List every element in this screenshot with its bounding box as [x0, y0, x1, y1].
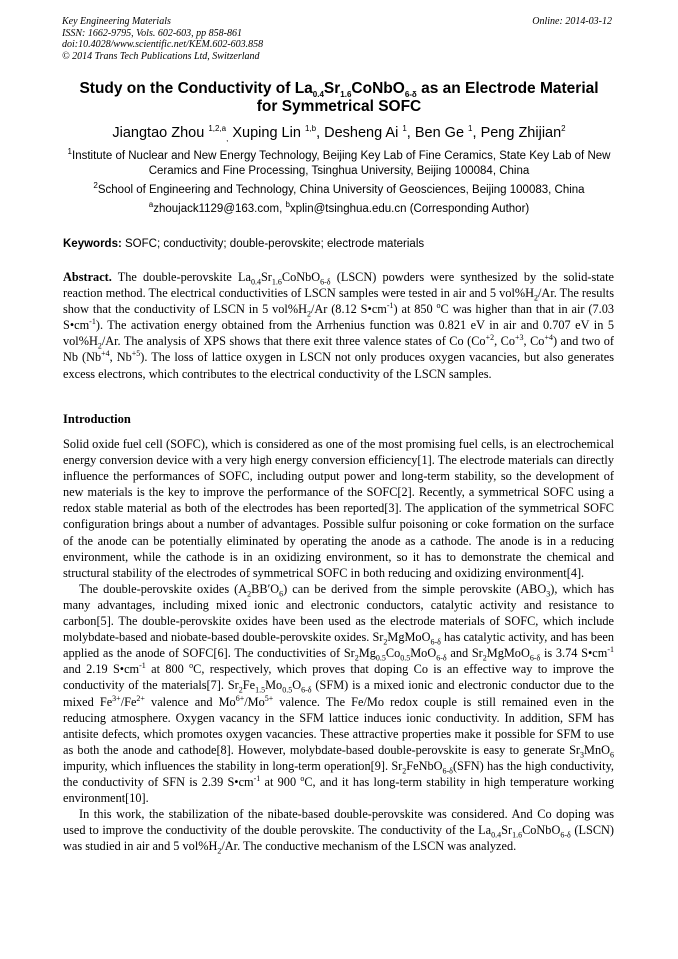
introduction-heading: Introduction [63, 412, 131, 426]
abstract-label: Abstract. [63, 270, 112, 284]
keywords-label: Keywords: [63, 238, 122, 250]
online-date: Online: 2014-03-12 [532, 16, 612, 27]
author: Jiangtao Zhou [112, 125, 205, 141]
abstract: Abstract. The double-perovskite $La_{0.4}Sr_{1.6}CoNbO_{6-\delta}$ (LSCN) powders were synthesized by the solid-state reaction method. The electrical conductivities of LSCN samples were tested in air and 5 $vol\%H_2/Ar$. The results show that the conductivity of LSCN in 5 $vol\%H_2/Ar$ (8.12 $S•cm^{-1}$) at 850 $^o$C was higher than that in air (7.03 $S•cm^{-1}$). The activation energy obtained from the Arrhenius function was 0.821 eV in air and 0.707 eV in 5 $vol\%H_2/Ar$. The analysis of XPS shows that there exit three valence states of Co ($Co^{+2}$, $Co^{+3}$, $Co^{+4}$) and two of Nb ($Nb^{+4}$, $Nb^{+5}$). The loss of lattice oxygen in LSCN not only produces oxygen vacancies, but also generates excess electrons, which contributes to the electrical conductivity of the LSCN samples. [63, 270, 615, 381]
paragraph: In this work, the stabilization of the nibate-based double-perovskite was considered. And Co doping was used to improve the conductivity of the double perovskite. The conductivity of the $La_{0.4}Sr_{1.6}CoNbO_{6-\delta}$ (LSCN) was studied in air and 5 $vol\%H_2/Ar$. The conductive mechanism of the LSCN was analyzed. [63, 807, 614, 856]
author: Ben Ge [414, 125, 465, 141]
paper-title: Study on the Conductivity of $La_{0.4}Sr_{1.6}CoNbO_{6-\delta}$ as an Electrode Material for Symmetrical SOFC [79, 80, 599, 115]
paragraph: The double-perovskite oxides $(A_2BB'O_6)$ can be derived from the simple perovskite $(ABO_3)$, which has many advantages, including mixed ionic and electronic conductors, catalytic activity and resistance to carbon[5]. The double-perovskite oxides have been used as the electrode materials of SOFC, which include molybdate-based and niobate-based double-perovskite oxides. $Sr_2MgMoO_{6-\delta}$ has catalytic activity, and has been applied as the anode of SOFC[6]. The conductivities of $Sr_2Mg_{0.5}Co_{0.5}MoO_{6-\delta}$ and $Sr_2MgMoO_{6-\delta}$ is 3.74 $S•cm^{-1}$ and 2.19 $S•cm^{-1}$ at 800 $^o$C, respectively, which proves that doping Co is an effective way to improve the conductivity of the materials[7]. $Sr_2Fe_{1.5}Mo_{0.5}O_{6-\delta}$ (SFM) is a mixed ionic and electronic conductor due to the mixed $Fe^{3+}/Fe^{2+}$ valence and $Mo^{6+}/Mo^{5+}$ valence. The Fe/Mo redox couple is still remained even in the reducing atmosphere. Oxygen vacancy in the SFM lattice induces ionic conductivity. In addition, SFM has antisite defects, which promotes oxygen vacancies. These attractive properties make it possible for SFM to use as both the anode and cathode[8]. However, molybdate-based double-perovskite is easy to generate $Sr_3MnO_6$ impurity, which influences the stability in long-term operation[9]. $Sr_2FeNbO_{6-\delta}(SFN)$ has the high conductivity, the conductivity of SFN is 2.39 $S•cm^{-1}$ at 900 $^o$C, and it has long-term stability in high temperature working environment[10]. [63, 581, 615, 806]
author: Peng Zhijian [480, 125, 562, 141]
journal-name: Key Engineering Materials [62, 16, 171, 27]
author: Desheng Ai [324, 125, 399, 141]
keywords-line [63, 238, 424, 250]
author: Xuping Lin [232, 125, 301, 141]
copyright-line: © 2014 Trans Tech Publications Ltd, Switzerland [62, 50, 260, 62]
affiliation-2: $^2$School of Engineering and Technology, China University of Geosciences, Beijing 100083, China [93, 181, 585, 196]
email-link[interactable]: xplin@tsinghua.edu.cn (Corresponding Author) [289, 203, 530, 215]
issn-line: ISSN: 1662-9795, Vols. 602-603, pp 858-861 [62, 27, 242, 39]
introduction-body [63, 436, 614, 854]
paragraph: Solid oxide fuel cell (SOFC), which is considered as one of the most promising fuel cells, is an electrochemical energy conversion device with a very high energy conversion efficiency[1]. The electrode materials can directly influence the performances of SOFC, including output power and long-term stability, so the development of new materials is the key to improve the performance of the SOFC[2]. Recently, a symmetrical SOFC using a redox stable material as both of the electrodes has been reported[3]. The application of the symmetrical SOFC configuration brings about a number of advantages. Possible sulfur poisoning or coke formation on the surface of the anode can be potentially eliminated by operating the anode as a cathode. The anode is in a reducing environment, while the cathode is in an oxidizing environment, so it has to demonstrate the chemical and structural stability of the electrodes of symmetrical SOFC in both reducing and oxidizing environment[4]. [63, 437, 614, 580]
doi-line: doi:10.4028/www.scientific.net/KEM.602-603.858 [62, 39, 264, 50]
email-line: $^a$zhoujack1129@163.com, $^b$xplin@tsinghua.edu.cn (Corresponding Author) [148, 200, 530, 215]
affiliation-1: $^1$Institute of Nuclear and New Energy Technology, Beijing Key Lab of Fine Ceramics, State Key Lab of New Ceramics and Fine Processing, Tsinghua University, Beijing 100084, China [67, 147, 611, 177]
author-list: Jiangtao Zhou $^{1,2,a}_,$ Xuping Lin $^{1,b}$, Desheng Ai $^1$, Ben Ge $^1$, Peng Zhijian$^2$ [112, 124, 566, 143]
keywords-text: SOFC; conductivity; double-perovskite; electrode materials [125, 238, 425, 250]
email-link[interactable]: zhoujack1129@163.com, [153, 203, 283, 215]
